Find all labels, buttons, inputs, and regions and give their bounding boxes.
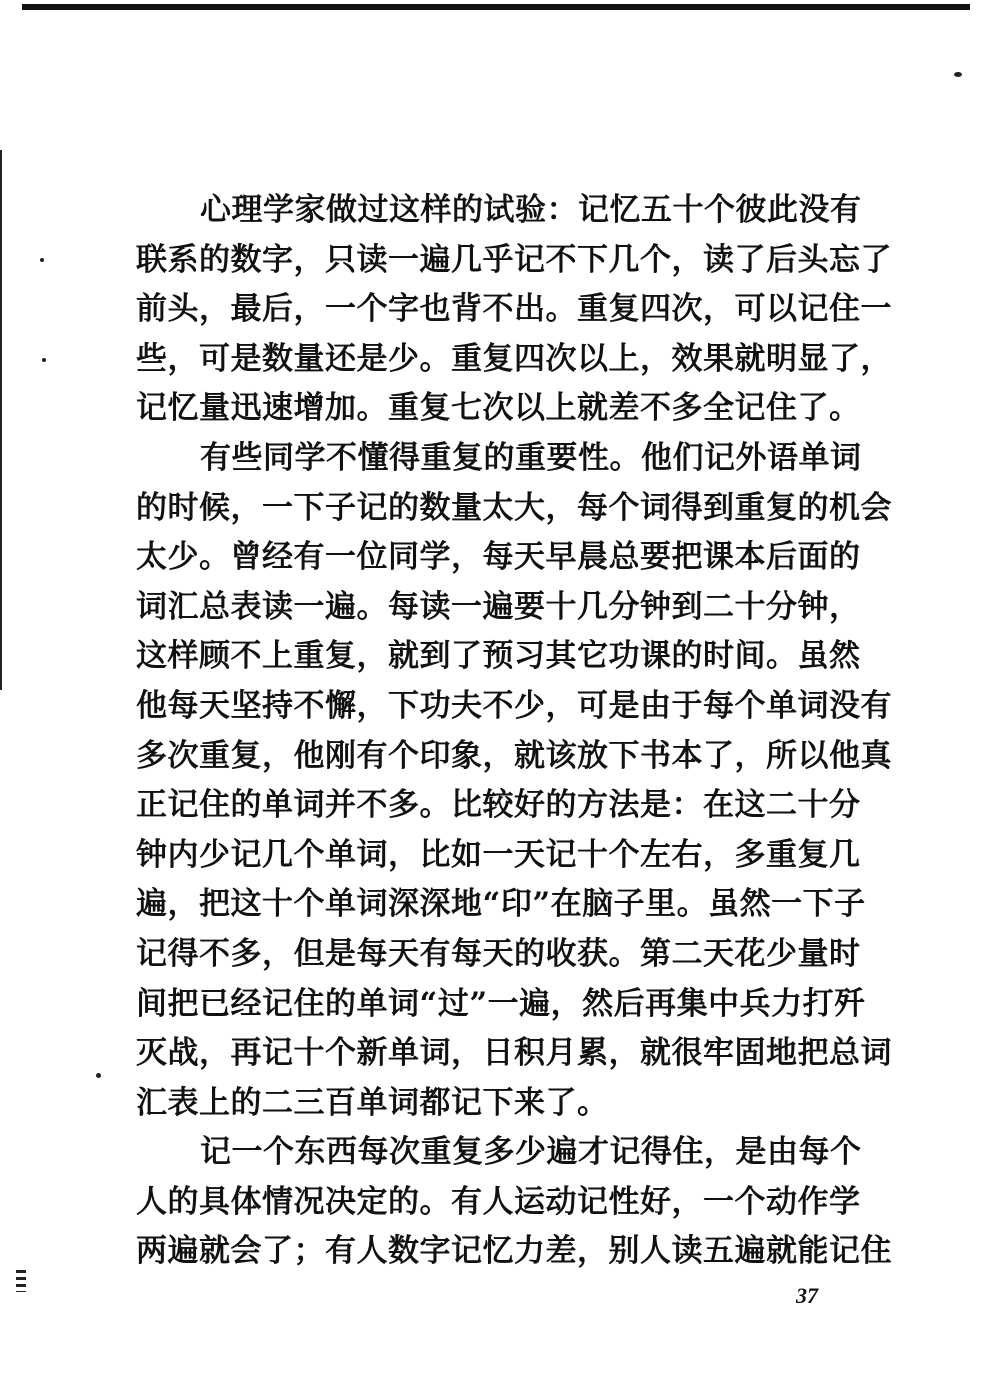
text-line: 的时候，一下子记的数量太大，每个词得到重复的机会 [136, 489, 892, 526]
text-line: 记得不多，但是每天有每天的收获。第二天花少量时 [136, 935, 861, 972]
text-line: 心理学家做过这样的试验：记忆五十个彼此没有 [200, 192, 862, 228]
text-line: 灭战，再记十个新单词，日积月累，就很牢固地把总词 [136, 1035, 892, 1072]
text-line: 记忆量迅速增加。重复七次以上就差不多全记住了。 [136, 390, 861, 427]
text-line: 联系的数字，只读一遍几乎记不下几个，读了后头忘了 [136, 241, 892, 278]
text-line: 词汇总表读一遍。每读一遍要十几分钟到二十分钟， [136, 588, 861, 625]
text-line: 这样顾不上重复，就到了预习其它功课的时间。虽然 [136, 638, 861, 675]
text-line: 记一个东西每次重复多少遍才记得住，是由每个 [200, 1134, 862, 1171]
text-line: 前头，最后，一个字也背不出。重复四次，可以记住一 [136, 291, 892, 328]
binding-edge-mark [16, 1270, 26, 1292]
text-line: 遍，把这十个单词深深地“印”在脑子里。虽然一下子 [136, 886, 866, 923]
text-line: 两遍就会了；有人数字记忆力差，别人读五遍就能记住 [136, 1233, 892, 1270]
scan-speck [40, 258, 44, 262]
top-border-rule [22, 4, 970, 10]
text-line: 钟内少记几个单词，比如一天记十个左右，多重复几 [136, 836, 861, 873]
page-number: 37 [796, 1283, 818, 1308]
scan-speck [96, 1073, 101, 1078]
text-line: 些，可是数量还是少。重复四次以上，效果就明显了， [136, 340, 892, 377]
scan-speck [42, 358, 46, 362]
text-line: 汇表上的二三百单词都记下来了。 [136, 1084, 609, 1121]
text-line: 他每天坚持不懈，下功夫不少，可是由于每个单词没有 [136, 687, 892, 724]
text-line: 正记住的单词并不多。比较好的方法是：在这二十分 [136, 787, 861, 824]
text-line: 间把已经记住的单词“过”一遍，然后再集中兵力打歼 [136, 985, 866, 1022]
left-scan-edge [0, 150, 2, 690]
scan-speck [954, 72, 962, 77]
text-line: 太少。曾经有一位同学，每天早晨总要把课本后面的 [136, 539, 861, 576]
text-line: 有些同学不懂得重复的重要性。他们记外语单词 [200, 439, 862, 476]
text-line: 人的具体情况决定的。有人运动记性好，一个动作学 [136, 1183, 861, 1220]
text-line: 多次重复，他刚有个印象，就该放下书本了，所以他真 [136, 737, 892, 774]
body-text [136, 186, 892, 1277]
